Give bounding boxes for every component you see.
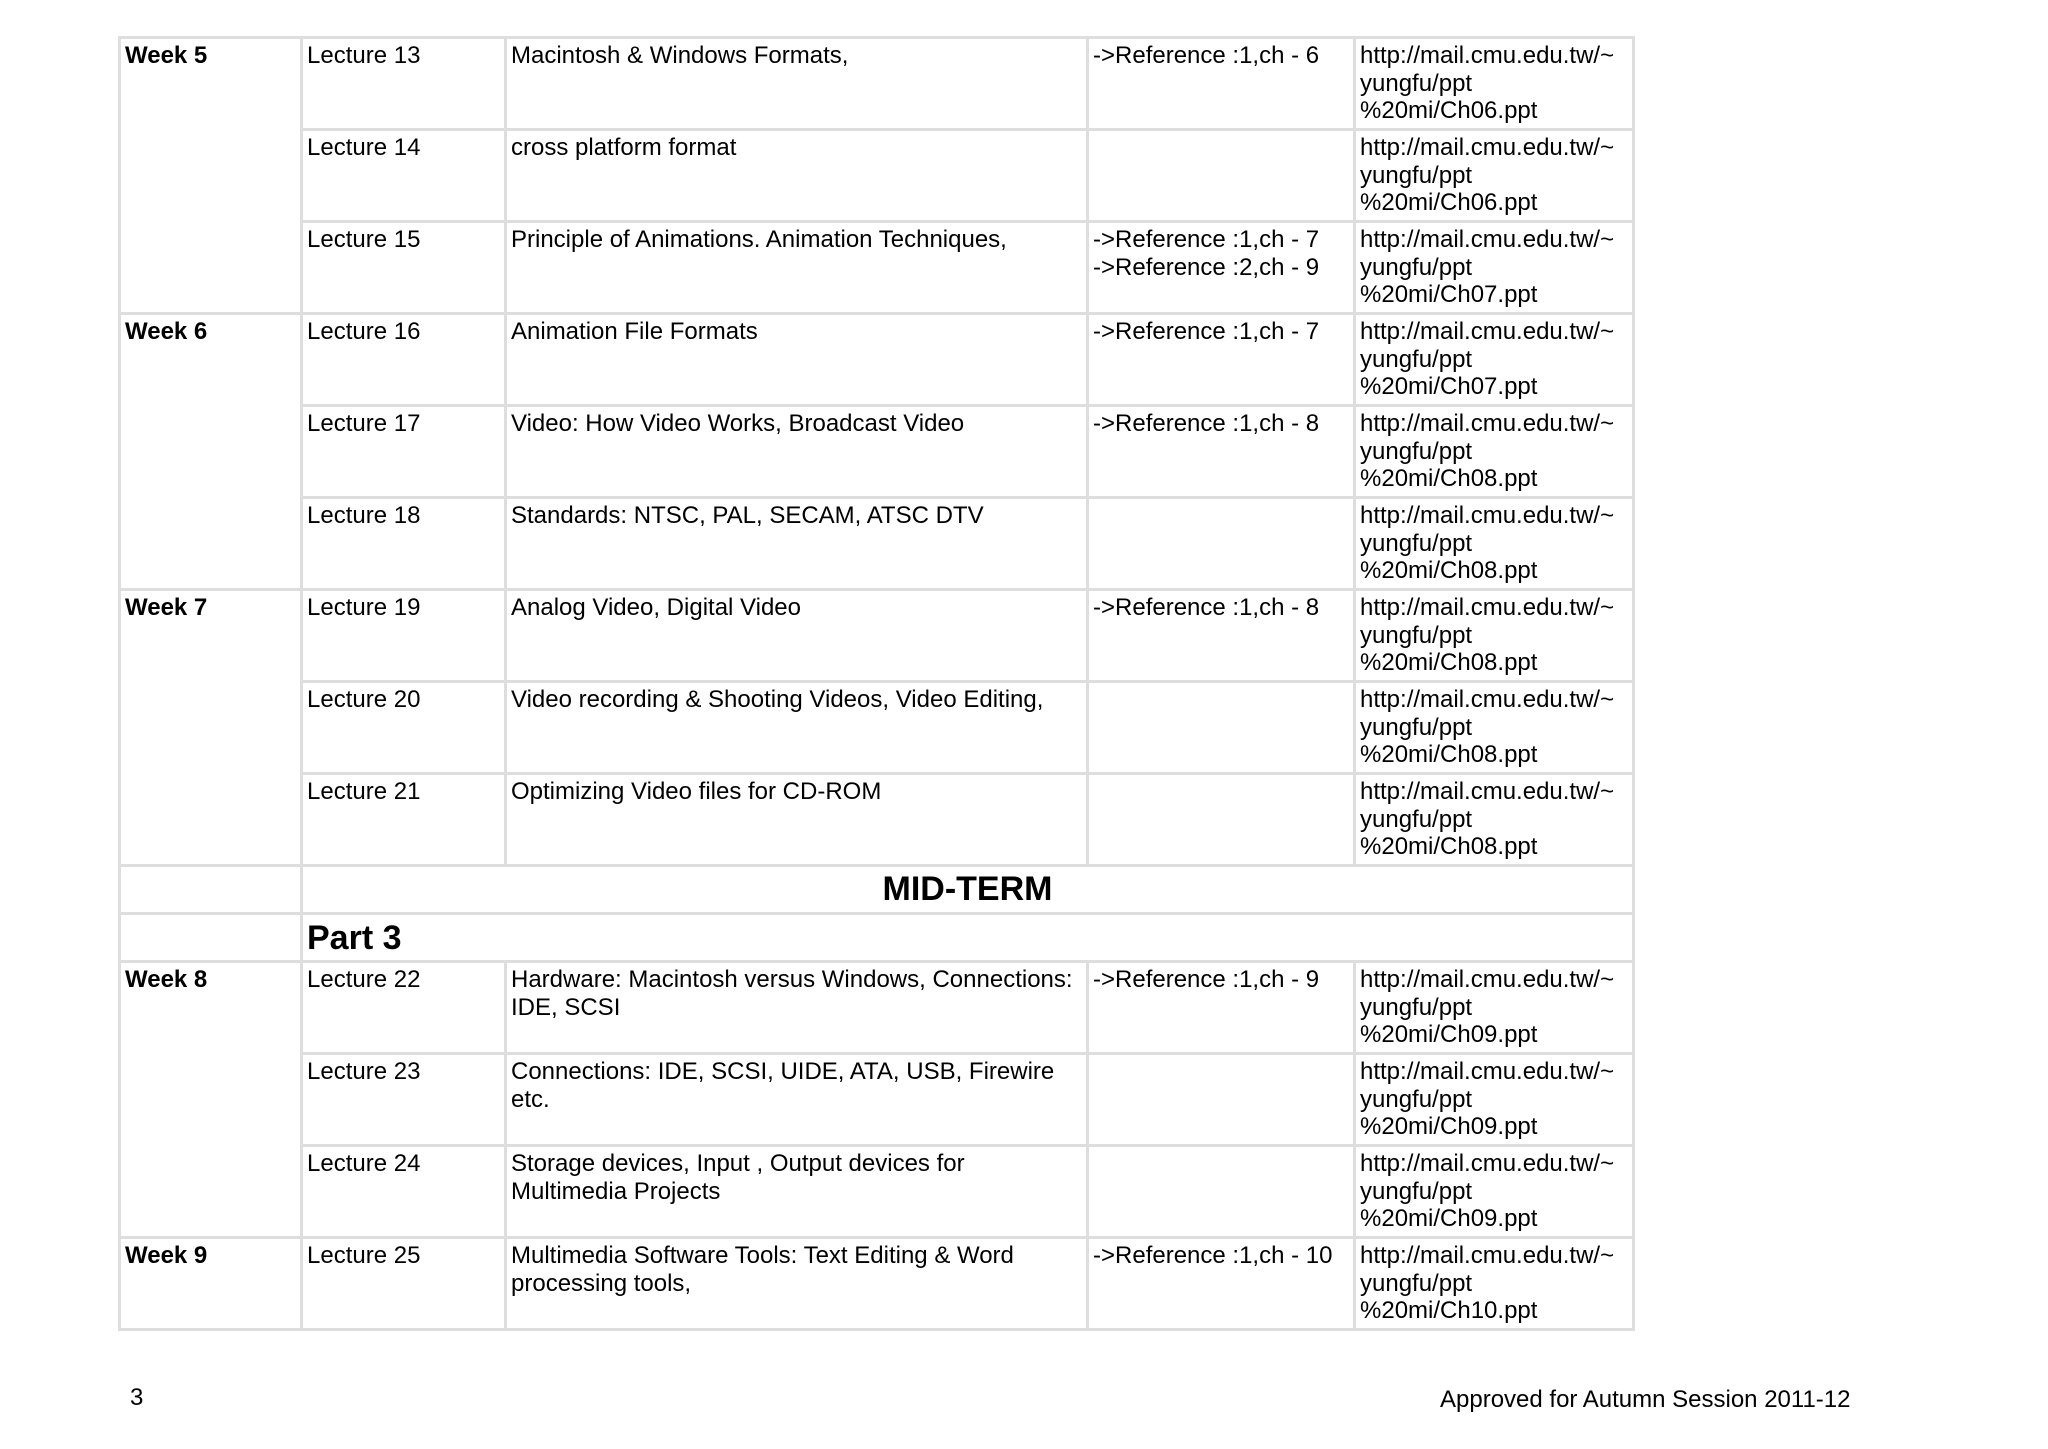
- table-row: [120, 682, 1634, 774]
- topic-cell: Connections: IDE, SCSI, UIDE, ATA, USB, Firewire etc.: [506, 1054, 1088, 1146]
- table-row: [120, 774, 1634, 866]
- table-row: [120, 590, 1634, 682]
- topic-cell: Optimizing Video files for CD-ROM: [506, 774, 1088, 866]
- topic-cell: Animation File Formats: [506, 314, 1088, 406]
- week-cell: Week 6: [120, 314, 302, 590]
- lecture-cell: Lecture 15: [302, 222, 506, 314]
- url-link[interactable]: http://mail.cmu.edu.tw/~ yungfu/ppt %20mi/Ch08.ppt: [1355, 498, 1634, 590]
- table-row: [120, 962, 1634, 1054]
- reference-cell: [1088, 498, 1355, 590]
- reference-cell: ->Reference :1,ch - 7 ->Reference :2,ch - 9: [1088, 222, 1355, 314]
- topic-cell: Video: How Video Works, Broadcast Video: [506, 406, 1088, 498]
- table-row: [120, 314, 1634, 406]
- url-link[interactable]: http://mail.cmu.edu.tw/~ yungfu/ppt %20mi/Ch07.ppt: [1355, 314, 1634, 406]
- lecture-cell: Lecture 22: [302, 962, 506, 1054]
- table-row: [120, 406, 1634, 498]
- table-row: [120, 130, 1634, 222]
- syllabus-table: [118, 36, 1635, 1331]
- table-row: [120, 1146, 1634, 1238]
- lecture-cell: Lecture 14: [302, 130, 506, 222]
- reference-cell: ->Reference :1,ch - 8: [1088, 406, 1355, 498]
- empty-cell: [120, 914, 302, 962]
- topic-cell: Standards: NTSC, PAL, SECAM, ATSC DTV: [506, 498, 1088, 590]
- week-cell: Week 5: [120, 38, 302, 314]
- lecture-cell: Lecture 18: [302, 498, 506, 590]
- lecture-cell: Lecture 23: [302, 1054, 506, 1146]
- lecture-cell: Lecture 25: [302, 1238, 506, 1330]
- url-link[interactable]: http://mail.cmu.edu.tw/~ yungfu/ppt %20mi/Ch08.ppt: [1355, 406, 1634, 498]
- table-row: [120, 498, 1634, 590]
- table-row: [120, 38, 1634, 130]
- reference-cell: ->Reference :1,ch - 10: [1088, 1238, 1355, 1330]
- reference-cell: ->Reference :1,ch - 9: [1088, 962, 1355, 1054]
- topic-cell: cross platform format: [506, 130, 1088, 222]
- lecture-cell: Lecture 24: [302, 1146, 506, 1238]
- topic-cell: Macintosh & Windows Formats,: [506, 38, 1088, 130]
- part-heading: Part 3: [302, 914, 1634, 962]
- reference-cell: ->Reference :1,ch - 6: [1088, 38, 1355, 130]
- reference-cell: [1088, 130, 1355, 222]
- url-link[interactable]: http://mail.cmu.edu.tw/~ yungfu/ppt %20mi/Ch09.ppt: [1355, 1146, 1634, 1238]
- topic-cell: Hardware: Macintosh versus Windows, Connections: IDE, SCSI: [506, 962, 1088, 1054]
- week-cell: Week 8: [120, 962, 302, 1238]
- topic-cell: Principle of Animations. Animation Techniques,: [506, 222, 1088, 314]
- url-link[interactable]: http://mail.cmu.edu.tw/~ yungfu/ppt %20mi/Ch08.ppt: [1355, 774, 1634, 866]
- url-link[interactable]: http://mail.cmu.edu.tw/~ yungfu/ppt %20mi/Ch08.ppt: [1355, 590, 1634, 682]
- url-link[interactable]: http://mail.cmu.edu.tw/~ yungfu/ppt %20mi/Ch06.ppt: [1355, 38, 1634, 130]
- lecture-cell: Lecture 16: [302, 314, 506, 406]
- table-row: [120, 1238, 1634, 1330]
- topic-cell: Analog Video, Digital Video: [506, 590, 1088, 682]
- reference-cell: [1088, 682, 1355, 774]
- empty-cell: [120, 866, 302, 914]
- reference-cell: [1088, 774, 1355, 866]
- week-cell: Week 9: [120, 1238, 302, 1330]
- url-link[interactable]: http://mail.cmu.edu.tw/~ yungfu/ppt %20mi/Ch07.ppt: [1355, 222, 1634, 314]
- part-row: [120, 914, 1634, 962]
- lecture-cell: Lecture 19: [302, 590, 506, 682]
- reference-cell: ->Reference :1,ch - 8: [1088, 590, 1355, 682]
- topic-cell: Storage devices, Input , Output devices for Multimedia Projects: [506, 1146, 1088, 1238]
- midterm-heading: MID-TERM: [302, 866, 1634, 914]
- url-link[interactable]: http://mail.cmu.edu.tw/~ yungfu/ppt %20mi/Ch08.ppt: [1355, 682, 1634, 774]
- url-link[interactable]: http://mail.cmu.edu.tw/~ yungfu/ppt %20mi/Ch09.ppt: [1355, 1054, 1634, 1146]
- reference-cell: [1088, 1146, 1355, 1238]
- lecture-cell: Lecture 17: [302, 406, 506, 498]
- table-row: [120, 1054, 1634, 1146]
- lecture-cell: Lecture 20: [302, 682, 506, 774]
- approval-note: Approved for Autumn Session 2011-12: [1440, 1386, 1851, 1413]
- reference-cell: ->Reference :1,ch - 7: [1088, 314, 1355, 406]
- table-row: [120, 222, 1634, 314]
- topic-cell: Multimedia Software Tools: Text Editing & Word processing tools,: [506, 1238, 1088, 1330]
- lecture-cell: Lecture 13: [302, 38, 506, 130]
- reference-cell: [1088, 1054, 1355, 1146]
- url-link[interactable]: http://mail.cmu.edu.tw/~ yungfu/ppt %20mi/Ch10.ppt: [1355, 1238, 1634, 1330]
- url-link[interactable]: http://mail.cmu.edu.tw/~ yungfu/ppt %20mi/Ch09.ppt: [1355, 962, 1634, 1054]
- lecture-cell: Lecture 21: [302, 774, 506, 866]
- url-link[interactable]: http://mail.cmu.edu.tw/~ yungfu/ppt %20mi/Ch06.ppt: [1355, 130, 1634, 222]
- week-cell: Week 7: [120, 590, 302, 866]
- topic-cell: Video recording & Shooting Videos, Video Editing,: [506, 682, 1088, 774]
- page-number: 3: [130, 1384, 144, 1411]
- midterm-row: [120, 866, 1634, 914]
